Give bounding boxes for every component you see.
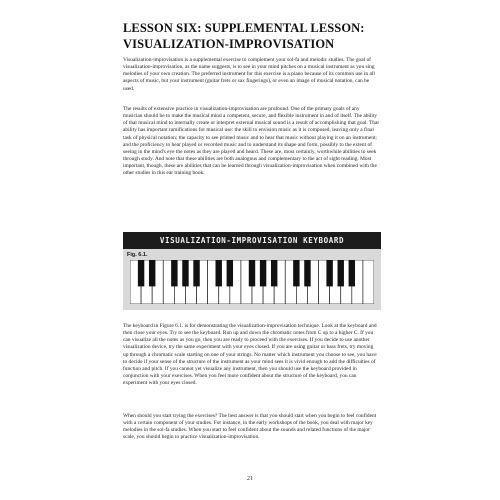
- black-key: [193, 260, 199, 286]
- black-key: [326, 260, 332, 286]
- lesson-title: [123, 20, 393, 52]
- black-key: [171, 260, 177, 286]
- black-key: [349, 260, 355, 286]
- piano-keyboard: [130, 260, 374, 304]
- figure-banner: [123, 232, 381, 249]
- white-key: [363, 260, 374, 304]
- title-line-2: VISUALIZATION-IMPROVISATION: [123, 37, 335, 51]
- black-key: [293, 260, 299, 286]
- paragraph-intro: Visualization-improvisation is a supplemental exercise to complement your sol-fa and melodic studies. The goal of visualization-improvisation, as the name suggests, is to see in your mind pitches on a musical instrument as you sing melodies of your own creation. The preferred instrument for this exercise is a piano because of its common use in all aspects of music, but your instrument (guitar frets or sax fingerings), or even an image of musical notation, can be used.: [123, 57, 375, 92]
- page-number: 21: [247, 476, 253, 482]
- black-key: [227, 260, 233, 286]
- figure-banner-title: VISUALIZATION-IMPROVISATION KEYBOARD: [159, 236, 345, 245]
- black-key: [149, 260, 155, 286]
- black-key: [304, 260, 310, 286]
- black-key: [260, 260, 266, 286]
- black-key: [138, 260, 144, 286]
- black-key: [182, 260, 188, 286]
- paragraph-keyboard: The keyboard in Figure 6.1. is for demonstrating the visualization-improvisation technique. Look at the keyboard and then close your eyes. Try to see the keyboard. Run up and down the chromatic notes from C up to a higher C. If you can visualize all the notes as you go, then you are ready to proceed with the exercises. If you decide to use another visualization device, try the same experiment with your eyes closed. If you are using guitar or bass frets, try moving up through a chromatic scale starting on one of your strings. No matter which instrument you choose to see, you have to decide if your sense of the structure of the instrument as your mind sees it is vivid enough to add the difficulties of function and pitch. If you cannot yet visualize any instrument, then you should use the keyboard provided in conjunction with your exercises. When you feel more confident about the structure of the keyboard, you can experiment with your eyes closed.: [123, 323, 377, 387]
- keyboard-figure: [123, 232, 381, 310]
- black-key: [249, 260, 255, 286]
- paragraph-when: When should you start trying the exercises? The best answer is that you should start when you begin to feel confident with a certain component of your studies. For instance, in the early workshops of the book, you deal with major key melodies in the sol-fa studies. When you start to feel confident about the sounds and related functions of the major scale, you should begin to practice visualization-improvisation.: [123, 413, 377, 441]
- paragraph-results: The results of extensive practice in visualization-improvisation are profound. One of the primary goals of any musician should be to make the musical mind a competent, secure, and flexible instrument in and of itself. The ability of that musical mind to internally create or interpret external musical sound is a result of accomplishing that goal. That ability has important ramifications for musical use: the skill to envision music as it is composed, leaving only a final task of physical notation; the capacity to see printed music and to hear that music without playing it on an instrument; and the proficiency to hear played or recorded music and to understand its shape and form, possibly to the extent of seeing in the mind's eye the notes as they are played and heard. These are, most certainly, worthwhile abilities to seek through study. And note that these abilities are both analogous and complementary to the act of sight reading. Most important, though, these are abilities that can be learned through visualization-improvisation when combined with the other studies in this ear training book.: [123, 106, 379, 177]
- black-key: [338, 260, 344, 286]
- black-key: [216, 260, 222, 286]
- black-key: [271, 260, 277, 286]
- title-line-1: LESSON SIX: SUPPLEMENTAL LESSON:: [123, 21, 365, 35]
- figure-label: Fig. 6.1.: [127, 252, 148, 258]
